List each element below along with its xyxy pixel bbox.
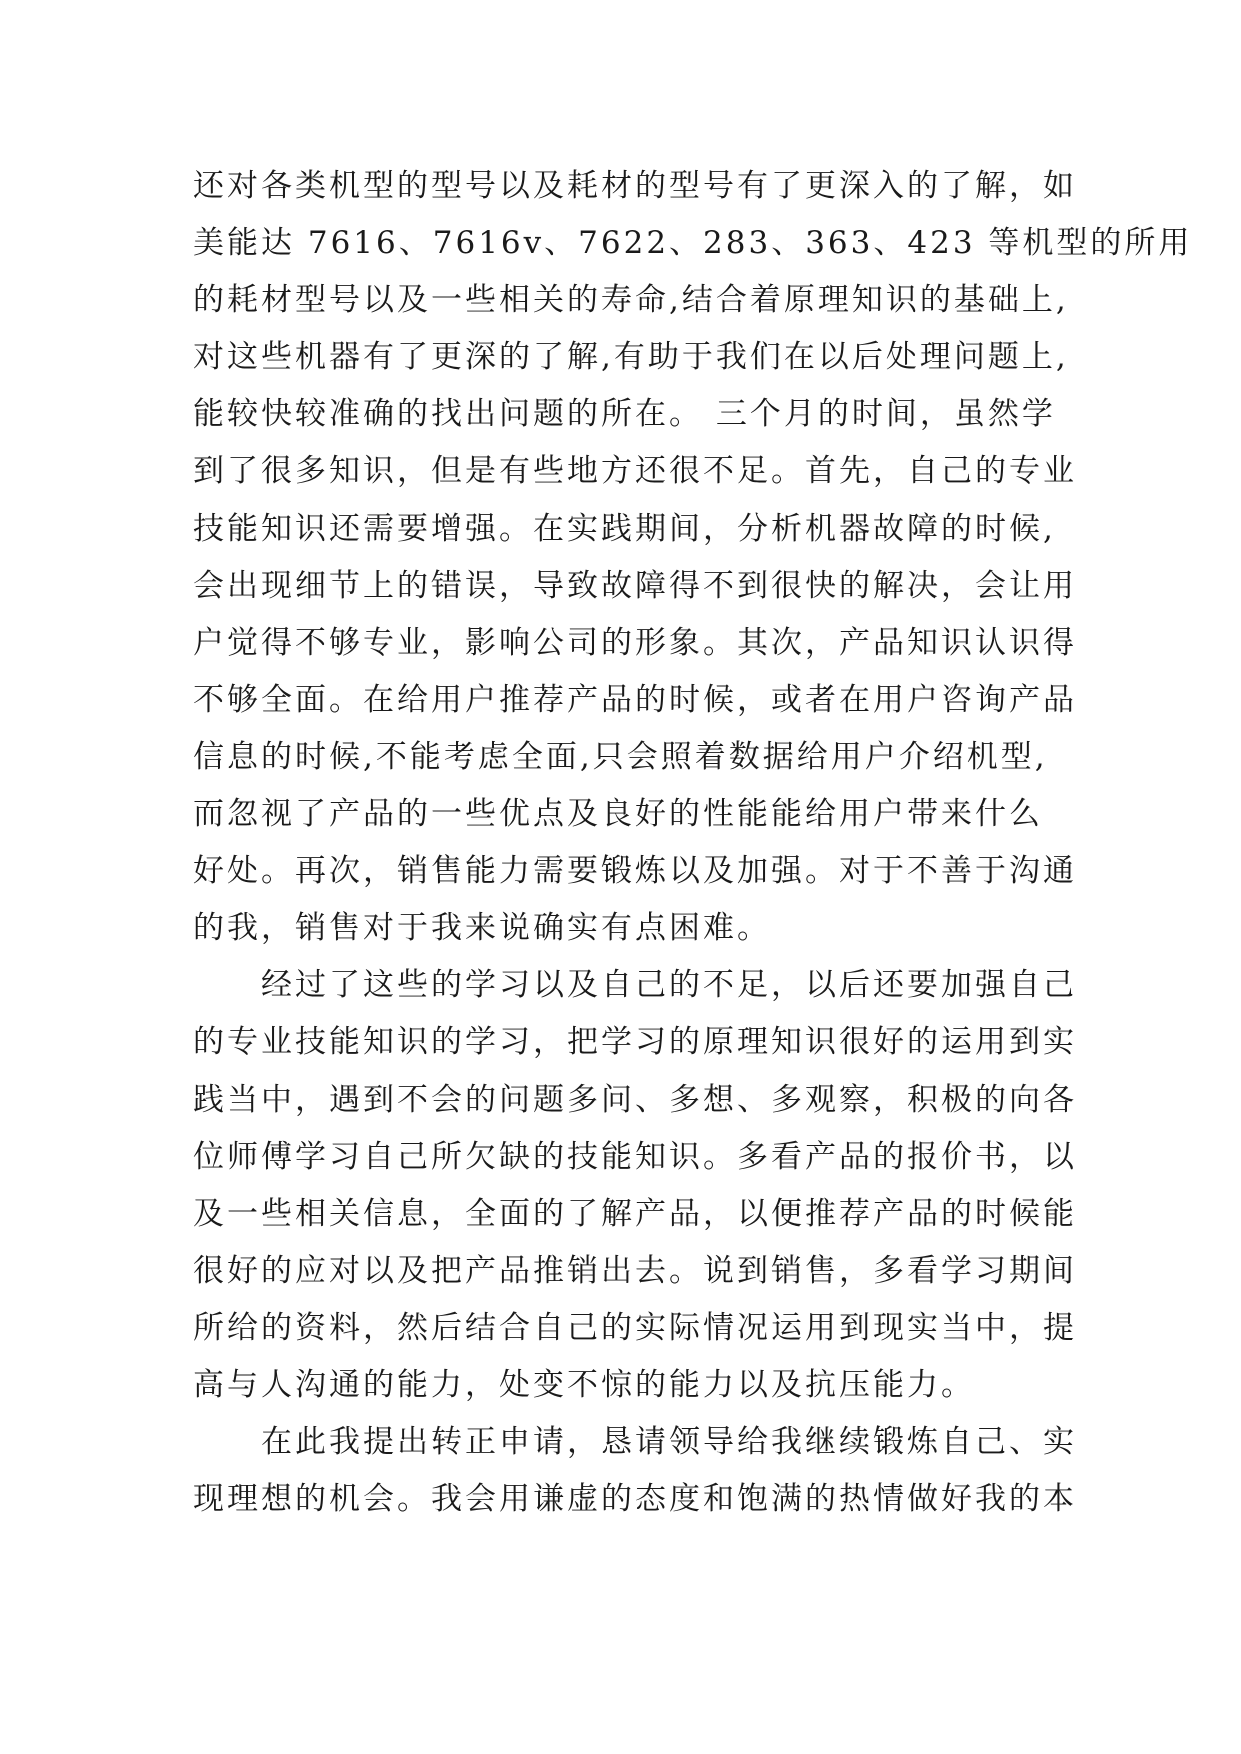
text-line: 而忽视了产品的一些优点及良好的性能能给用户带来什么 <box>193 796 1043 833</box>
text-line: 践当中，遇到不会的问题多问、多想、多观察，积极的向各 <box>193 1081 1077 1118</box>
text-line: 在此我提出转正申请，恳请领导给我继续锻炼自己、实 <box>193 1424 1077 1461</box>
text-line: 不够全面。在给用户推荐产品的时候，或者在用户咨询产品 <box>193 681 1077 718</box>
text-line: 所给的资料，然后结合自己的实际情况运用到现实当中，提 <box>193 1309 1077 1346</box>
text-line: 位师傅学习自己所欠缺的技能知识。多看产品的报价书，以 <box>193 1138 1077 1175</box>
text-line: 高与人沟通的能力，处变不惊的能力以及抗压能力。 <box>193 1366 975 1403</box>
text-line: 很好的应对以及把产品推销出去。说到销售，多看学习期间 <box>193 1252 1077 1289</box>
text-line: 及一些相关信息，全面的了解产品，以便推荐产品的时候能 <box>193 1195 1077 1232</box>
text-line: 信息的时候,不能考虑全面,只会照着数据给用户介绍机型, <box>193 738 1048 775</box>
text-line: 会出现细节上的错误，导致故障得不到很快的解决，会让用 <box>193 567 1077 604</box>
text-line: 对这些机器有了更深的了解,有助于我们在以后处理问题上, <box>193 339 1069 376</box>
text-line: 现理想的机会。我会用谦虚的态度和饱满的热情做好我的本 <box>193 1481 1077 1518</box>
text-line: 的耗材型号以及一些相关的寿命,结合着原理知识的基础上, <box>193 282 1069 319</box>
document-body <box>193 158 1193 1528</box>
text-line: 户觉得不够专业，影响公司的形象。其次，产品知识认识得 <box>193 624 1077 661</box>
text-line: 技能知识还需要增强。在实践期间，分析机器故障的时候, <box>193 510 1056 547</box>
text-line: 的我，销售对于我来说确实有点困难。 <box>193 910 771 947</box>
text-line: 好处。再次，销售能力需要锻炼以及加强。对于不善于沟通 <box>193 853 1077 890</box>
text-line: 美能达 7616、7616v、7622、283、363、423 等机型的所用 <box>193 225 1193 262</box>
text-line: 经过了这些的学习以及自己的不足，以后还要加强自己 <box>193 967 1077 1004</box>
text-line: 能较快较准确的找出问题的所在。 三个月的时间，虽然学 <box>193 396 1056 433</box>
text-line: 到了很多知识，但是有些地方还很不足。首先，自己的专业 <box>193 453 1077 490</box>
text-line: 还对各类机型的型号以及耗材的型号有了更深入的了解，如 <box>193 168 1077 204</box>
text-line: 的专业技能知识的学习，把学习的原理知识很好的运用到实 <box>193 1024 1077 1061</box>
